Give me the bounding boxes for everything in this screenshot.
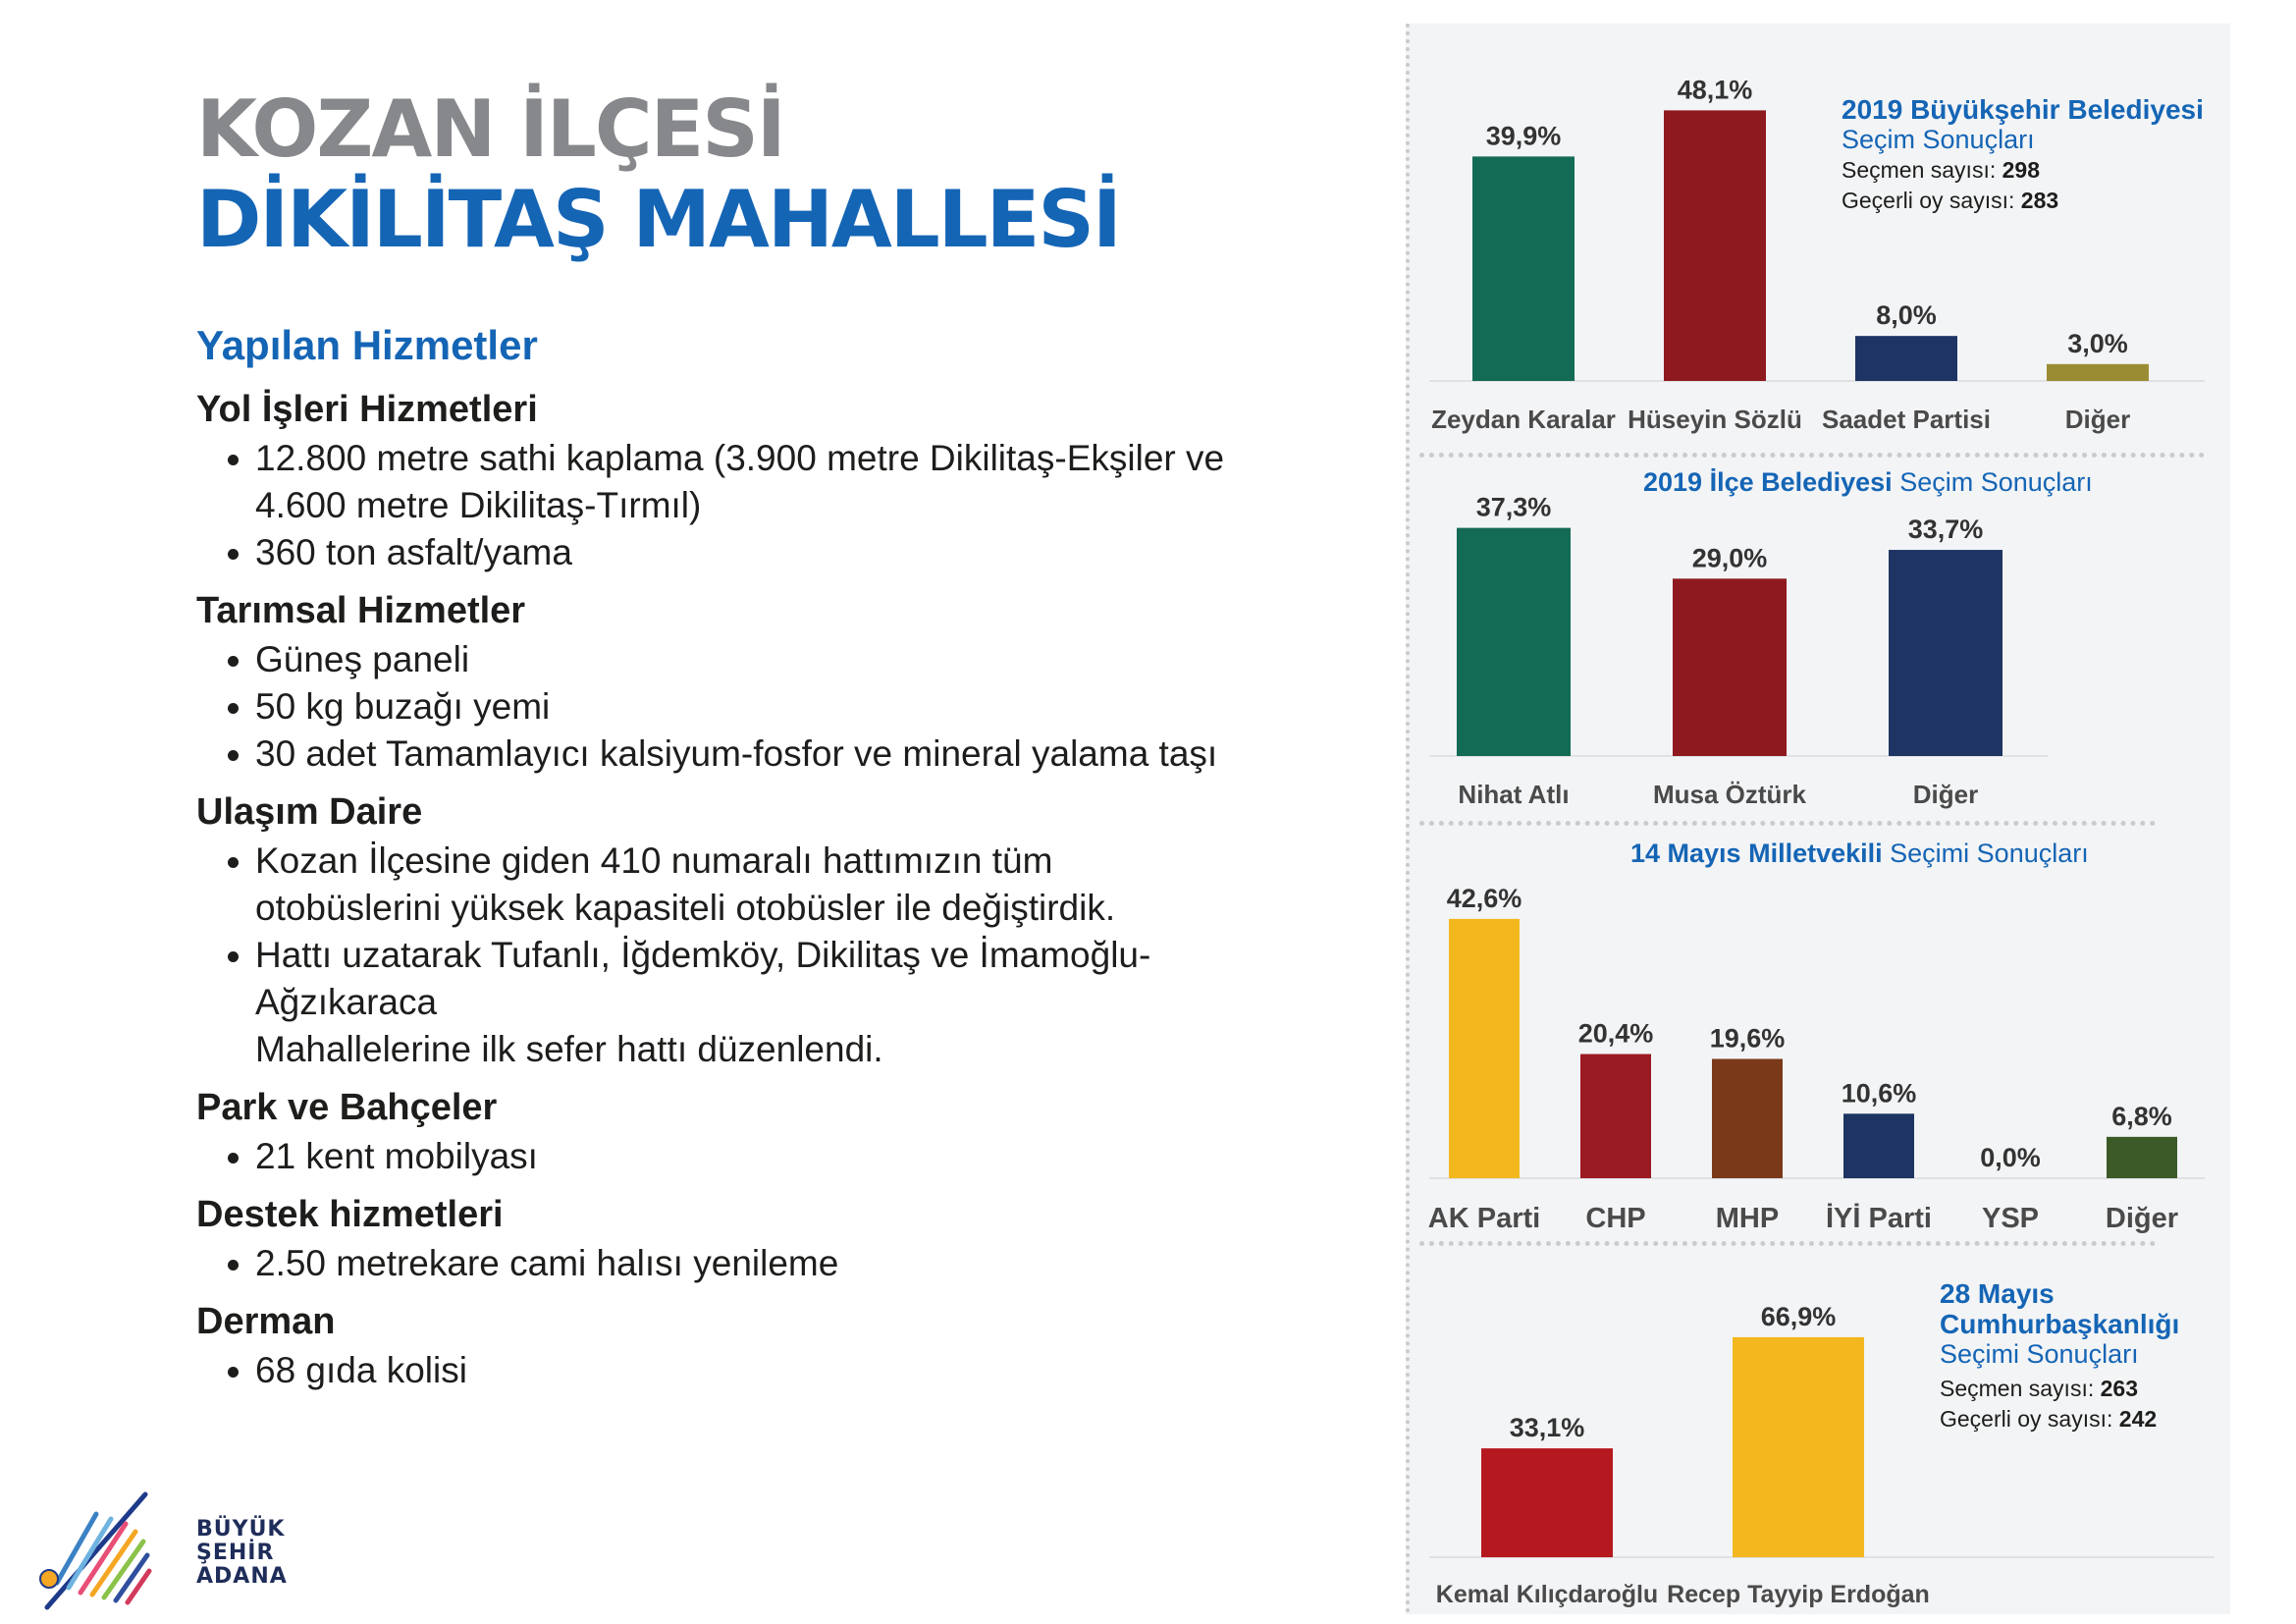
chart1-title: 2019 Büyükşehir Belediyesi (1842, 94, 2204, 125)
chart1-category-label: Diğer (2064, 405, 2131, 434)
service-item-list (196, 1133, 1325, 1180)
chart1-bar (1664, 110, 1766, 381)
chart3-value-label: 6,8% (2111, 1101, 2172, 1131)
chart3-value-label: 19,6% (1709, 1023, 1786, 1054)
bullet-icon (228, 1153, 239, 1164)
services-heading: Yapılan Hizmetler (196, 322, 538, 368)
chart1-voters: Seçmen sayısı: 298 (1842, 157, 2040, 183)
chart1-value-label: 48,1% (1677, 75, 1753, 105)
logo-text-line2: ŞEHİR (196, 1541, 275, 1565)
service-item-list (196, 1240, 1325, 1287)
service-category: Derman (196, 1301, 336, 1342)
service-category: Ulaşım Daire (196, 791, 423, 833)
chart3-value-label: 20,4% (1577, 1018, 1654, 1049)
chart4-bar (1733, 1337, 1864, 1557)
bullet-icon (228, 1260, 239, 1271)
service-item-text: Hattı uzatarak Tufanlı, İğdemköy, Dikilitaş ve İmamoğlu-Ağzıkaraca (255, 935, 1151, 1022)
service-item-text: 68 gıda kolisi (255, 1350, 467, 1390)
service-item-list (196, 636, 1325, 778)
service-item-list (196, 435, 1325, 576)
chart4-value-label: 66,9% (1760, 1301, 1837, 1331)
chart1-bar (2047, 364, 2149, 381)
service-item-text: otobüslerini yüksek kapasiteli otobüsler ile değiştirdik. (255, 888, 1116, 928)
chart3-category-label: AK Parti (1427, 1203, 1541, 1234)
chart1-value-label: 39,9% (1485, 121, 1562, 151)
chart2-value-label: 37,3% (1475, 492, 1552, 522)
bullet-icon (228, 857, 239, 868)
service-item (196, 838, 1325, 885)
chart1-category-label: Zeydan Karalar (1431, 405, 1616, 434)
chart2-category-label: Diğer (1912, 780, 1979, 809)
service-item (196, 636, 1325, 683)
chart4-bar (1481, 1448, 1613, 1557)
chart4-valid-votes: Geçerli oy sayısı: 242 (1940, 1406, 2158, 1432)
bullet-icon (228, 455, 239, 465)
chart4-category-label: Kemal Kılıçdaroğlu (1435, 1581, 1659, 1608)
chart3-value-label: 42,6% (1446, 883, 1522, 913)
service-category: Yol İşleri Hizmetleri (196, 389, 538, 430)
service-item-text: 21 kent mobilyası (255, 1136, 538, 1176)
service-item-text: Kozan İlçesine giden 410 numaralı hattımızın tüm (255, 840, 1053, 881)
chart4-value-label: 33,1% (1509, 1413, 1585, 1443)
bullet-icon (228, 656, 239, 667)
service-item (196, 932, 1325, 1026)
chart4-voters: Seçmen sayısı: 263 (1940, 1376, 2138, 1401)
logo-text-line3: ADANA (196, 1564, 288, 1589)
service-item-list (196, 1347, 1325, 1394)
chart4-title-line3: Seçimi Sonuçları (1940, 1339, 2139, 1369)
bullet-icon (228, 1367, 239, 1378)
chart2-bar (1457, 528, 1571, 756)
service-item (196, 435, 1325, 482)
chart2-category-label: Musa Öztürk (1652, 780, 1807, 809)
service-item (196, 683, 1325, 731)
service-item-text: 360 ton asfalt/yama (255, 532, 572, 572)
chart1-value-label: 8,0% (1876, 300, 1937, 331)
chart3-bar (2107, 1137, 2177, 1178)
bullet-icon (228, 951, 239, 962)
neighborhood-title: DİKİLİTAŞ MAHALLESİ (196, 174, 1120, 265)
chart1-category-label: Saadet Partisi (1822, 405, 1991, 434)
chart1-valid-votes: Geçerli oy sayısı: 283 (1842, 188, 2059, 213)
logo-text-line1: BÜYÜK (196, 1517, 286, 1542)
chart2-category-label: Nihat Atlı (1458, 780, 1570, 809)
chart2-bar (1889, 550, 2002, 756)
buyuksehir-adana-logo (37, 1485, 288, 1612)
chart3-category-label: YSP (1981, 1203, 2040, 1234)
chart3-category-label: CHP (1585, 1203, 1646, 1234)
service-item (196, 1347, 1325, 1394)
service-category: Park ve Bahçeler (196, 1087, 498, 1128)
service-item-text: 30 adet Tamamlayıcı kalsiyum-fosfor ve mineral yalama taşı (255, 733, 1218, 774)
service-item (196, 1026, 1325, 1073)
service-item (196, 529, 1325, 576)
bullet-icon (228, 703, 239, 714)
chart3-bar (1712, 1058, 1783, 1178)
chart2-title: 2019 İlçe Belediyesi Seçim Sonuçları (1643, 467, 2093, 497)
chart3-value-label: 0,0% (1980, 1143, 2041, 1172)
service-item-text: Mahallelerine ilk sefer hattı düzenlendi. (255, 1029, 883, 1069)
chart4-category-label: Recep Tayyip Erdoğan (1667, 1581, 1930, 1608)
chart3-value-label: 10,6% (1841, 1078, 1917, 1109)
chart4-title-line1: 28 Mayıs (1940, 1278, 2055, 1309)
service-item-text: 2.50 metrekare cami halısı yenileme (255, 1243, 839, 1283)
chart1-bar (1855, 336, 1957, 381)
chart3-category-label: Diğer (2105, 1203, 2179, 1234)
chart3-bar (1449, 919, 1520, 1178)
service-item-text: Güneş paneli (255, 639, 470, 679)
chart3-bar (1843, 1113, 1914, 1178)
service-item-list (196, 838, 1325, 1073)
chart1-value-label: 3,0% (2067, 328, 2128, 358)
chart1-subtitle: Seçim Sonuçları (1842, 125, 2035, 154)
chart2-value-label: 33,7% (1907, 514, 1984, 545)
chart2-bar (1673, 578, 1787, 756)
bar-charts (1410, 24, 2230, 1614)
service-category: Tarımsal Hizmetler (196, 590, 526, 631)
district-title: KOZAN İLÇESİ (196, 83, 784, 175)
bullet-icon (228, 549, 239, 560)
chart3-category-label: MHP (1715, 1203, 1780, 1234)
service-item (196, 1240, 1325, 1287)
service-item (196, 1133, 1325, 1180)
chart2-value-label: 29,0% (1691, 543, 1768, 573)
services-list (196, 389, 1325, 1394)
chart4-title-line2: Cumhurbaşkanlığı (1940, 1309, 2180, 1339)
chart1-bar (1472, 156, 1575, 381)
logo-mark-icon (37, 1485, 194, 1612)
election-results-panel (1406, 24, 2230, 1614)
bullet-icon (228, 750, 239, 761)
chart1-category-label: Hüseyin Sözlü (1628, 405, 1802, 434)
service-item (196, 731, 1325, 778)
service-category: Destek hizmetleri (196, 1194, 504, 1235)
chart3-title: 14 Mayıs Milletvekili Seçimi Sonuçları (1630, 839, 2089, 868)
chart3-category-label: İYİ Parti (1826, 1203, 1932, 1234)
service-item (196, 482, 1325, 529)
service-item-text: 50 kg buzağı yemi (255, 686, 551, 727)
service-item (196, 885, 1325, 932)
service-item-text: 4.600 metre Dikilitaş-Tırmıl) (255, 485, 702, 525)
service-item-text: 12.800 metre sathi kaplama (3.900 metre Dikilitaş-Ekşiler ve (255, 438, 1225, 478)
services-section (196, 322, 1325, 1404)
chart3-bar (1580, 1055, 1651, 1178)
